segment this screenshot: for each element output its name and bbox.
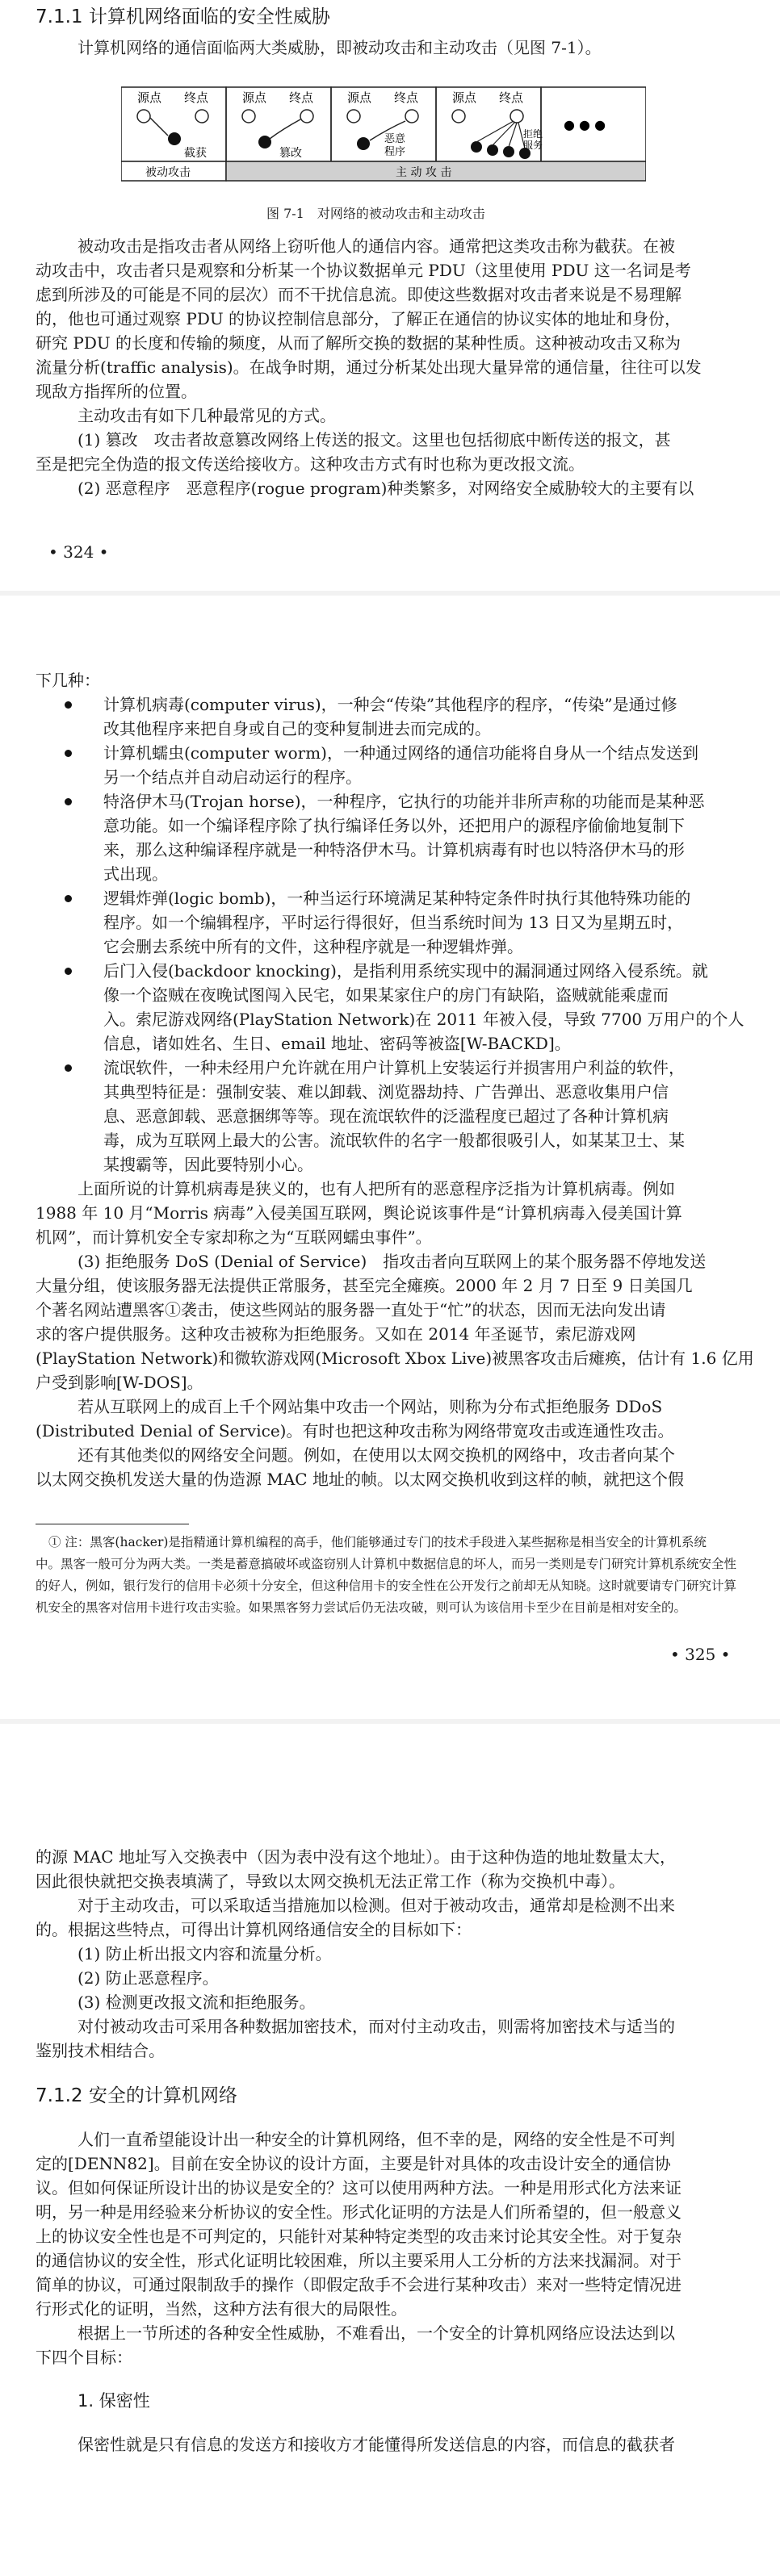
p2-line-16: 流氓软件，一种未经用户允许就在用户计算机上安装运行并损害用户利益的软件， bbox=[103, 1058, 685, 1077]
p1-line-4: 研究 PDU 的长度和传输的频度，从而了解所交换的数据的某种性质。这种被动攻击又称为 bbox=[36, 333, 681, 353]
p2-line-29: 户受到影响[W-DOS]。 bbox=[36, 1373, 203, 1392]
p2-line-14: 入。索尼游戏网络(PlayStation Network)在 2011 年被入侵，导致 7700 万用户的个人 bbox=[103, 1010, 744, 1029]
figure-7-1 bbox=[121, 84, 646, 189]
svg-text:源点: 源点 bbox=[452, 90, 477, 105]
p1-line-1: 动攻击中，攻击者只是观察和分析某一个协议数据单元 PDU（这里使用 PDU 这一名词是考 bbox=[36, 261, 691, 280]
page-326 bbox=[0, 1724, 780, 2576]
p2-line-19: 毒，成为互联网上最大的公害。流氓软件的名字一般都很吸引人，如某某卫士、某 bbox=[103, 1131, 685, 1150]
p3-line-2: 对于主动攻击，可以采取适当措施加以检测。但对于被动攻击，通常却是检测不出来 bbox=[78, 1896, 675, 1915]
svg-text:源点: 源点 bbox=[242, 90, 267, 105]
p2-line-21: 上面所说的计算机病毒是狭义的，也有人把所有的恶意程序泛指为计算机病毒。例如 bbox=[78, 1179, 675, 1198]
dos-label: 拒绝 bbox=[523, 128, 543, 140]
svg-text:程序: 程序 bbox=[384, 146, 406, 158]
section-heading: 7.1.1 计算机网络面临的安全性威胁 bbox=[36, 6, 330, 27]
figure-caption: 图 7-1 对网络的被动攻击和主动攻击 bbox=[266, 206, 485, 221]
p3-line-8: 鉴别技术相结合。 bbox=[36, 2041, 165, 2060]
p2-line-32: 还有其他类似的网络安全问题。例如，在使用以太网交换机的网络中，攻击者向某个 bbox=[78, 1445, 675, 1465]
p3-line2-9: 下四个目标： bbox=[36, 2348, 132, 2367]
p3-last-line: 保密性就是只有信息的发送方和接收方才能懂得所发送信息的内容，而信息的截获者 bbox=[78, 2435, 675, 2454]
p2-line-15: 信息，诸如姓名、生日、email 地址、密码等被盗[W-BACKD]。 bbox=[103, 1034, 571, 1053]
p3-line-3: 的。根据这些特点，可得出计算机网络通信安全的目标如下： bbox=[36, 1920, 472, 1939]
dest-label: 终点 bbox=[184, 90, 209, 105]
p2-line-5: 特洛伊木马(Trojan horse)，一种程序，它执行的功能并非所声称的功能而是某种恶 bbox=[103, 792, 705, 811]
bullet-icon bbox=[65, 895, 72, 902]
p2-line-7: 来，那么这种编译程序就是一种特洛伊木马。计算机病毒有时也以特洛伊木马的形 bbox=[103, 840, 685, 859]
p2-line-8: 式出现。 bbox=[103, 864, 168, 884]
p3-line2-0: 人们一直希望能设计出一种安全的计算机网络，但不幸的是，网络的安全性是不可判 bbox=[78, 2130, 675, 2149]
p2-line-3: 计算机蠕虫(computer worm)，一种通过网络的通信功能将自身从一个结点发送到 bbox=[103, 743, 698, 763]
p3-line-1: 因此很快就把交换表填满了，导致以太网交换机无法正常工作（称为交换机中毒）。 bbox=[36, 1871, 625, 1891]
footnote-line-0: ① 注：黑客(hacker)是指精通计算机编程的高手，他们能够通过专门的技术手段进入某些据称是相当安全的计算机系统 bbox=[48, 1535, 707, 1549]
footnote-line-1: 中。黑客一般可分为两大类。一类是蓄意搞破坏或盗窃别人计算机中数据信息的坏人，而另一类则是专门研究计算机系统安全性 bbox=[36, 1557, 737, 1571]
page-number-324: • 324 • bbox=[48, 542, 109, 562]
p2-line-1: 计算机病毒(computer virus)，一种会“传染”其他程序的程序，“传染”是通过修 bbox=[103, 695, 677, 714]
source-label: 源点 bbox=[137, 90, 162, 105]
p2-line-4: 另一个结点并自动启动运行的程序。 bbox=[103, 767, 362, 787]
p1-line-0: 被动攻击是指攻击者从网络上窃听他人的通信内容。通常把这类攻击称为截获。在被 bbox=[78, 236, 675, 256]
p3-line2-7: 行形式化的证明，当然，这种方法有很大的局限性。 bbox=[36, 2299, 407, 2319]
p3-line-5: (2) 防止恶意程序。 bbox=[78, 1968, 219, 1988]
tamper-label: 篡改 bbox=[279, 147, 302, 160]
p2-line-22: 1988 年 10 月“Morris 病毒”入侵美国互联网，舆论说该事件是“计算机病毒入侵美国计算 bbox=[36, 1203, 682, 1223]
p3-line-4: (1) 防止析出报文内容和流量分析。 bbox=[78, 1944, 332, 1963]
p3-line2-5: 的通信协议的安全性，形式化证明比较困难，所以主要采用人工分析的方法来找漏洞。对于 bbox=[36, 2251, 681, 2270]
bullet-icon bbox=[65, 701, 72, 709]
p2-line-2: 改其他程序来把自身或自己的变种复制进去而完成的。 bbox=[103, 719, 491, 738]
active-attack-label: 主 动 攻 击 bbox=[396, 166, 452, 179]
p1-line-7: 主动攻击有如下几种最常见的方式。 bbox=[78, 406, 336, 425]
p3-line2-1: 定的[DENN82]。目前在安全协议的设计方面，主要是针对具体的攻击设计安全的通信协 bbox=[36, 2154, 671, 2173]
p2-line-17: 其典型特征是：强制安装、难以卸载、浏览器劫持、广告弹出、恶意收集用户信 bbox=[103, 1082, 669, 1102]
p2-line-24: (3) 拒绝服务 DoS (Denial of Service) 指攻击者向互联网上的某个服务器不停地发送 bbox=[78, 1252, 707, 1271]
subheading-confidentiality: 1. 保密性 bbox=[78, 2391, 150, 2411]
p1-line-10: (2) 恶意程序 恶意程序(rogue program)种类繁多，对网络安全威胁较大的主要有以 bbox=[78, 479, 694, 498]
p3-line2-2: 议。但如何保证所设计出的协议是安全的？这可以使用两种方法。一种是用形式化方法来证 bbox=[36, 2178, 681, 2198]
p3-line-0: 的源 MAC 地址写入交换表中（因为表中没有这个地址）。由于这种伪造的地址数量太大， bbox=[36, 1847, 676, 1867]
p2-line-10: 程序。如一个编辑程序，平时运行得很好，但当系统时间为 13 日又为星期五时， bbox=[103, 913, 684, 932]
p2-line-13: 像一个盗贼在夜晚试图闯入民宅，如果某家住户的房门有缺陷，盗贼就能乘虚而 bbox=[103, 985, 669, 1005]
p2-line-27: 求的客户提供服务。这种攻击被称为拒绝服务。又如在 2014 年圣诞节，索尼游戏网 bbox=[36, 1324, 636, 1344]
p3-line2-6: 简单的协议，可通过限制敌手的操作（即假定敌手不会进行某种攻击）来对一些特定情况进 bbox=[36, 2275, 681, 2294]
p2-line-28: (PlayStation Network)和微软游戏网(Microsoft Xbox Live)被黑客攻击后瘫痪，估计有 1.6 亿用 bbox=[36, 1349, 754, 1368]
p1-line-3: 的，他也可通过观察 PDU 的协议控制信息部分，了解正在通信的协议实体的地址和身份， bbox=[36, 309, 681, 328]
p2-line-20: 某搜霸等，因此要特别小心。 bbox=[103, 1155, 313, 1174]
page-number-325: • 325 • bbox=[670, 1645, 731, 1664]
bullet-icon bbox=[65, 968, 72, 975]
p3-line2-3: 明，另一种是用经验来分析协议的安全性。形式化证明的方法是人们所希望的，但一般意义 bbox=[36, 2202, 681, 2222]
intro-paragraph: 计算机网络的通信面临两大类威胁，即被动攻击和主动攻击（见图 7-1）。 bbox=[78, 38, 602, 57]
p2-line-31: (Distributed Denial of Service)。有时也把这种攻击称为网络带宽攻击或连通性攻击。 bbox=[36, 1421, 674, 1441]
p2-line-0: 下几种： bbox=[36, 671, 100, 690]
p3-line-7: 对付被动攻击可采用各种数据加密技术，而对付主动攻击，则需将加密技术与适当的 bbox=[78, 2017, 675, 2036]
p1-line-9: 至是把完全伪造的报文传送给接收方。这种攻击方式有时也称为更改报文流。 bbox=[36, 454, 585, 474]
p1-line-6: 现敌方指挥所的位置。 bbox=[36, 382, 197, 401]
p3-line2-4: 上的协议安全性也是不可判定的，只能针对某种特定类型的攻击来讨论其安全性。对于复杂 bbox=[36, 2227, 681, 2246]
bullet-icon bbox=[65, 1064, 72, 1072]
p3-line2-8: 根据上一节所述的各种安全性威胁，不难看出，一个安全的计算机网络应设法达到以 bbox=[78, 2323, 675, 2343]
svg-text:源点: 源点 bbox=[347, 90, 372, 105]
p2-line-23: 机网”，而计算机安全专家却称之为“互联网蠕虫事件”。 bbox=[36, 1227, 432, 1247]
footnote-line-2: 的好人，例如，银行发行的信用卡必须十分安全，但这种信用卡的安全性在公开发行之前却无从知晓。这时就要请专门研究计算 bbox=[36, 1579, 737, 1593]
intercept-label: 截获 bbox=[184, 147, 207, 160]
p2-line-6: 意功能。如一个编译程序除了执行编译任务以外，还把用户的源程序偷偷地复制下 bbox=[103, 816, 685, 835]
svg-text:服务: 服务 bbox=[523, 140, 543, 151]
p1-line-5: 流量分析(traffic analysis)。在战争时期，通过分析某处出现大量异常的通信量，往往可以发 bbox=[36, 358, 702, 377]
p2-line-9: 逻辑炸弹(logic bomb)，一种当运行环境满足某种特定条件时执行其他特殊功能的 bbox=[103, 889, 691, 908]
malware-label: 恶意 bbox=[384, 133, 406, 145]
passive-attack-label: 被动攻击 bbox=[145, 166, 191, 179]
p2-line-33: 以太网交换机发送大量的伪造源 MAC 地址的帧。以太网交换机收到这样的帧，就把这个假 bbox=[36, 1470, 684, 1489]
p1-line-2: 虑到所涉及的可能是不同的层次）而不干扰信息流。即使这些数据对攻击者来说是不易理解 bbox=[36, 285, 681, 304]
p2-line-12: 后门入侵(backdoor knocking)，是指利用系统实现中的漏洞通过网络入侵系统。就 bbox=[103, 961, 708, 981]
more-dots: ● ● ● bbox=[564, 117, 606, 132]
svg-text:终点: 终点 bbox=[394, 90, 419, 105]
footnote-line-3: 机安全的黑客对信用卡进行攻击实验。如果黑客努力尝试后仍无法攻破，则可认为该信用卡至少在目前是相对安全的。 bbox=[36, 1600, 687, 1615]
p2-line-25: 大量分组，使该服务器无法提供正常服务，甚至完全瘫痪。2000 年 2 月 7 日至 9 日美国几 bbox=[36, 1276, 693, 1295]
bullet-icon bbox=[65, 798, 72, 805]
bullet-icon bbox=[65, 750, 72, 757]
p3-line-6: (3) 检测更改报文流和拒绝服务。 bbox=[78, 1993, 316, 2012]
p1-line-8: (1) 篡改 攻击者故意篡改网络上传送的报文。这里也包括彻底中断传送的报文，甚 bbox=[78, 430, 671, 450]
section-heading-2: 7.1.2 安全的计算机网络 bbox=[36, 2085, 237, 2106]
p2-line-11: 它会删去系统中所有的文件，这种程序就是一种逻辑炸弹。 bbox=[103, 937, 523, 956]
page-325 bbox=[0, 596, 780, 1719]
svg-text:终点: 终点 bbox=[499, 90, 524, 105]
svg-text:终点: 终点 bbox=[289, 90, 314, 105]
p2-line-30: 若从互联网上的成百上千个网站集中攻击一个网站，则称为分布式拒绝服务 DDoS bbox=[78, 1397, 663, 1416]
p2-line-26: 个著名网站遭黑客①袭击，使这些网站的服务器一直处于“忙”的状态，因而无法向发出请 bbox=[36, 1300, 666, 1319]
p2-line-18: 息、恶意卸载、恶意捆绑等等。现在流氓软件的泛滥程度已超过了各种计算机病 bbox=[103, 1106, 669, 1126]
